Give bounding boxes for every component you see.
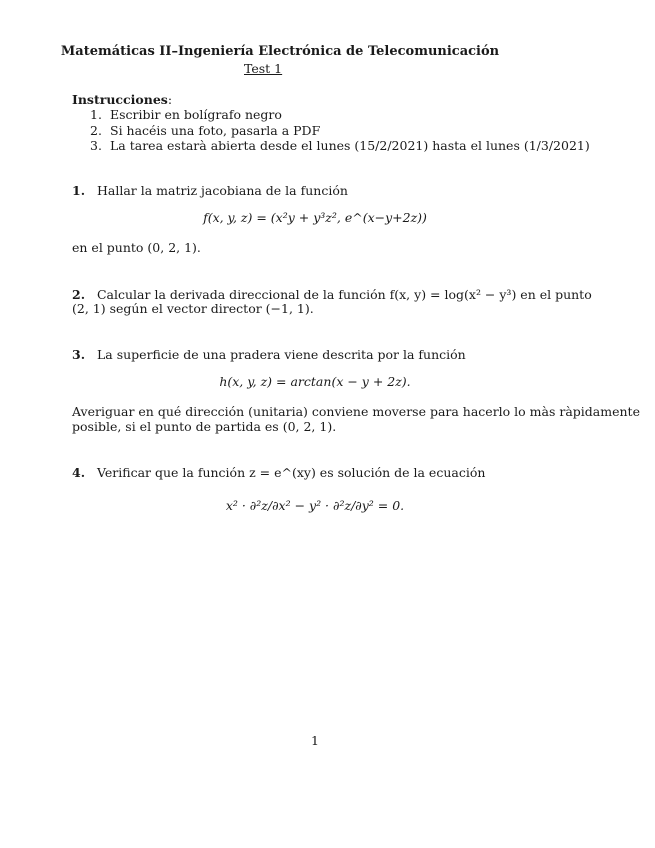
instructions-list: [90, 107, 590, 154]
problem-2-line2: (2, 1) según el vector director (−1, 1).: [72, 301, 314, 316]
equation-3: h(x, y, z) = arctan(x − y + 2z).: [219, 374, 411, 389]
problem-3: 3. La superficie de una pradera viene descrita por la función: [72, 347, 466, 362]
problem-2: 2. Calcular la derivada direccional de la función f(x, y) = log(x² − y³) en el punto: [72, 287, 592, 302]
list-item: 3. La tarea estarà abierta desde el lunes (15/2/2021) hasta el lunes (1/3/2021): [90, 138, 590, 153]
document-title: Matemáticas II–Ingeniería Electrónica de Telecomunicación: [60, 44, 500, 59]
equation-1: f(x, y, z) = (x²y + y³z², e^(x−y+2z)): [203, 210, 427, 225]
instructions-heading: Instrucciones:: [72, 92, 173, 107]
document-subtitle: Test 1: [244, 61, 283, 76]
problem-4: 4. Verificar que la función z = e^(xy) es solución de la ecuación: [72, 465, 486, 480]
equation-4: x² · ∂²z/∂x² − y² · ∂²z/∂y² = 0.: [225, 498, 405, 513]
page-number: 1: [311, 733, 319, 748]
problem-1: 1. Hallar la matriz jacobiana de la función: [72, 183, 348, 198]
problem-3-text-1: Averiguar en qué dirección (unitaria) conviene moverse para hacerlo lo màs ràpidamente: [72, 404, 640, 419]
problem-3-text-2: posible, si el punto de partida es (0, 2, 1).: [72, 419, 337, 434]
list-item: 2. Si hacéis una foto, pasarla a PDF: [90, 122, 321, 138]
list-item: 1. Escribir en bolígrafo negro: [90, 107, 282, 122]
problem-1-point: en el punto (0, 2, 1).: [72, 240, 201, 255]
